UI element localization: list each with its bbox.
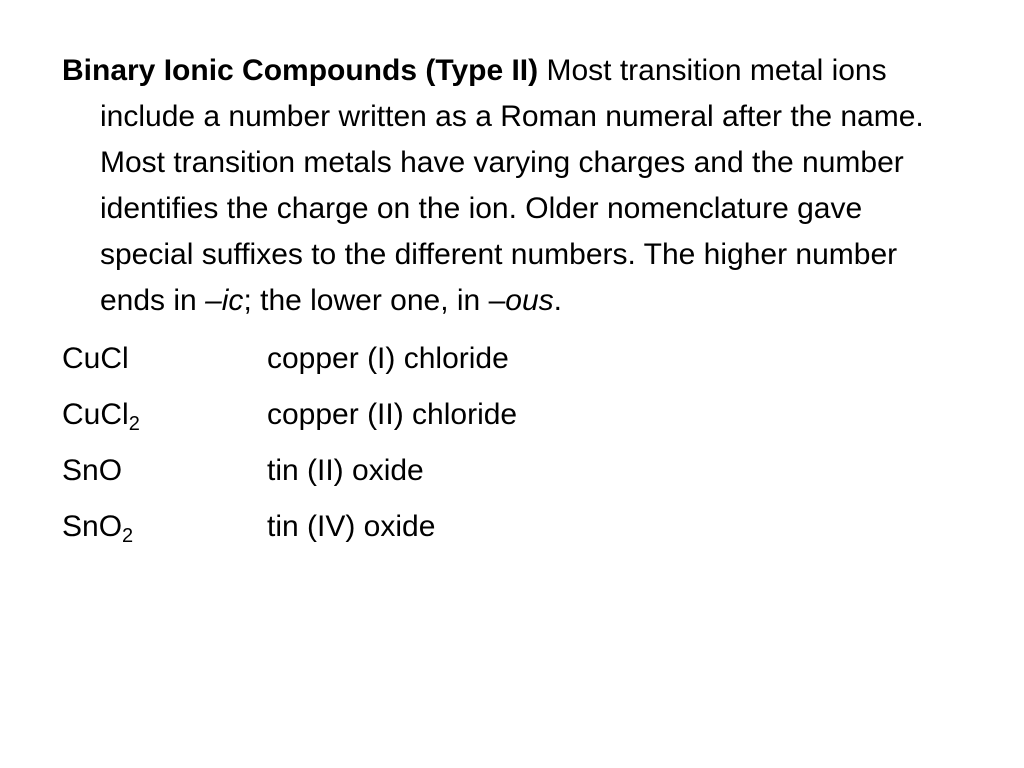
compound-formula: CuCl$_2$: [62, 398, 140, 435]
paragraph-text-2: ; the lower one, in –: [243, 284, 506, 317]
compound-name: copper (I) chloride: [267, 342, 509, 375]
ic-suffix: –ic: [205, 284, 244, 317]
compound-name: tin (IV) oxide: [267, 510, 436, 543]
compound-list: [62, 336, 942, 560]
compound-formula: SnO: [62, 454, 123, 487]
paragraph-text-1: Most transition metal ions include a number written as a Roman numeral after the name. Most transition metals have varying charges and the number identifies the charge on the ion. Older nomenclature gave special suffixes to the different numbers. The higher number ends in: [100, 54, 924, 317]
compound-formula: SnO$_2$: [62, 510, 134, 547]
paragraph-text-end: .: [553, 284, 562, 317]
compound-row: [62, 336, 942, 392]
compound-name: tin (II) oxide: [267, 454, 424, 487]
compound-row: [62, 392, 942, 448]
ous-suffix: ous: [505, 284, 554, 317]
compound-name: copper (II) chloride: [267, 398, 518, 431]
paragraph-heading: Binary Ionic Compounds (Type II): [62, 54, 539, 87]
compound-row: [62, 448, 942, 504]
slide-body: [62, 48, 942, 560]
compound-row: [62, 504, 942, 560]
compound-formula: CuCl: [62, 342, 129, 375]
intro-paragraph: [62, 48, 942, 324]
